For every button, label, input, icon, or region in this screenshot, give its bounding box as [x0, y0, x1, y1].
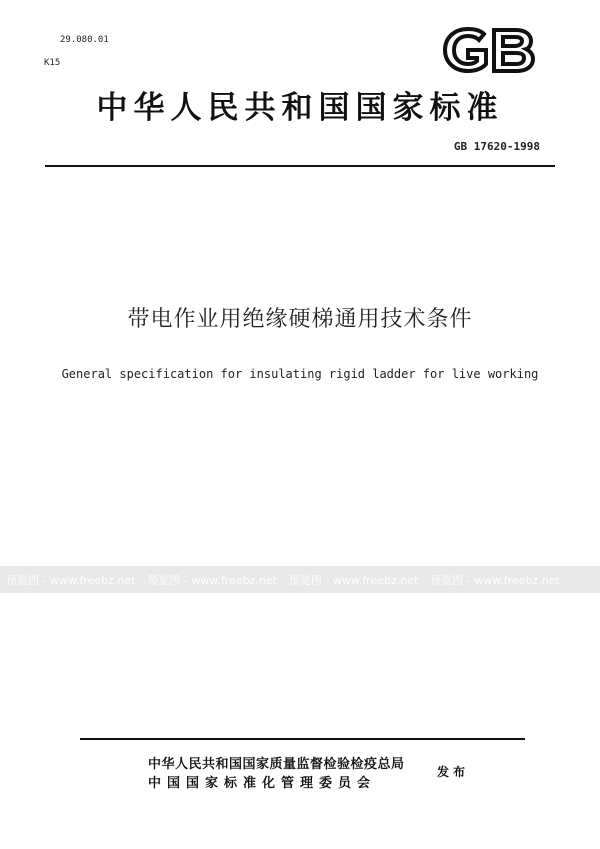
document-title-en: General specification for insulating rigid ladder for live working	[61, 367, 539, 381]
header-divider	[45, 165, 555, 167]
footer-divider	[80, 738, 525, 740]
watermark-text: 预览图 - www.freebz.net	[6, 573, 136, 587]
standard-category-title: 中华人民共和国国家标准	[96, 90, 504, 126]
watermark-text: 预览图 - www.freebz.net	[147, 573, 277, 587]
watermark-text: 预览图 - www.freebz.net	[430, 573, 560, 587]
watermark-band	[0, 566, 600, 593]
ccs-code: K15	[44, 58, 61, 68]
issuer-line-1: 中华人民共和国国家质量监督检验检疫总局	[148, 757, 405, 772]
document-title-cn: 带电作业用绝缘硬梯通用技术条件	[127, 307, 473, 332]
ics-code: 29.080.01	[60, 35, 109, 45]
publish-label: 发布	[437, 765, 470, 779]
standard-number: GB 17620-1998	[453, 140, 540, 153]
issuer-line-2: 中国国家标准化管理委员会	[148, 776, 377, 791]
watermark-text: 预览图 - www.freebz.net	[288, 573, 419, 587]
gb-logo	[440, 26, 536, 74]
